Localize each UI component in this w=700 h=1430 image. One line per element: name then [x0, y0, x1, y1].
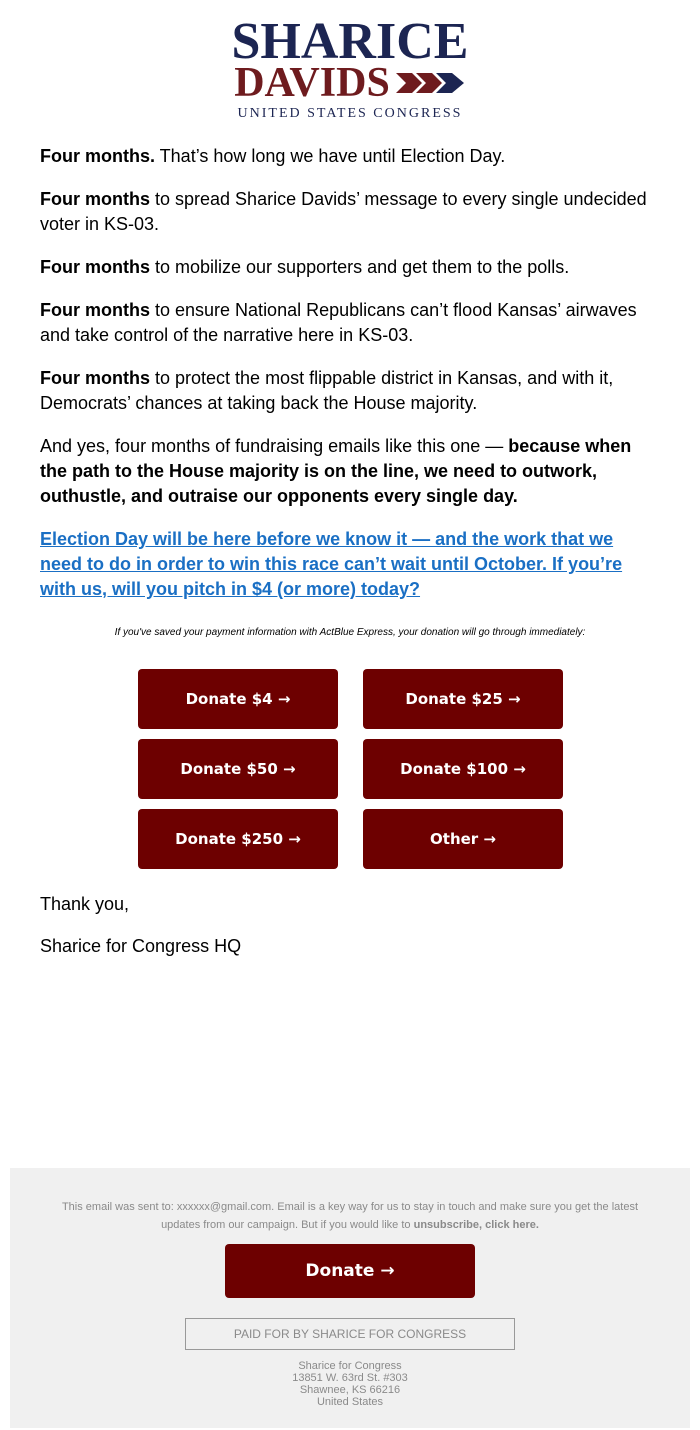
paragraph-4	[40, 298, 660, 348]
email-body	[40, 144, 660, 620]
footer-donate-button[interactable]: Donate →	[225, 1244, 475, 1298]
address-line: Sharice for Congress	[298, 1360, 402, 1372]
paragraph-3-bold: Four months	[40, 257, 150, 277]
donate-cta-link[interactable]: Election Day will be here before we know it — and the work that we need to do in order to win this race can’t wait until October. If you’re with us, will you pitch in $4 (or more) today?	[40, 529, 623, 599]
paragraph-5-text: to protect the most flippable district in Kansas, and with it, Democrats’ chances at taking back the House majority.	[40, 368, 614, 413]
paragraph-5-bold: Four months	[40, 368, 150, 388]
unsubscribe-link[interactable]: unsubscribe, click here.	[413, 1219, 539, 1231]
donate-250-button[interactable]: Donate $250 →	[138, 809, 338, 869]
paragraph-4-bold: Four months	[40, 300, 150, 320]
paragraph-3-text: to mobilize our supporters and get them to the polls.	[150, 257, 570, 277]
paragraph-1	[40, 144, 660, 169]
address-line: United States	[316, 1396, 384, 1408]
paragraph-3	[40, 255, 660, 280]
mailing-address	[10, 1360, 690, 1408]
paragraph-4-text: to ensure National Republicans can’t flood Kansas’ airwaves and take control of the narrative here in KS-03.	[40, 300, 637, 345]
paragraph-6-text: And yes, four months of fundraising emails like this one —	[40, 436, 509, 456]
paragraph-1-text: That’s how long we have until Election Day.	[155, 146, 506, 166]
actblue-note: If you've saved your payment information with ActBlue Express, your donation will go through immediately:	[114, 627, 586, 638]
logo-name-first: SHARICE	[231, 13, 469, 70]
logo-name-last: DAVIDS	[234, 60, 390, 106]
footer-disclaimer-text: This email was sent to: xxxxxx@gmail.com. Email is a key way for us to stay in touch and make sure you get the latest updates from our campaign. But if you would like to	[61, 1201, 639, 1231]
logo-subtitle: UNITED STATES CONGRESS	[237, 106, 463, 121]
paid-for-box: PAID FOR BY SHARICE FOR CONGRESS	[185, 1318, 515, 1350]
footer-disclaimer	[50, 1198, 650, 1234]
donate-4-button[interactable]: Donate $4 →	[138, 669, 338, 729]
campaign-logo	[0, 13, 700, 122]
paragraph-6-bold: because when the path to the House majority is on the line, we need to outwork, outhustle, and outraise our opponents every single day.	[40, 436, 632, 506]
logo-name-last-row	[0, 60, 700, 106]
signoff-name: Sharice for Congress HQ	[40, 936, 242, 956]
donate-50-button[interactable]: Donate $50 →	[138, 739, 338, 799]
paragraph-5	[40, 366, 660, 416]
donate-25-button[interactable]: Donate $25 →	[363, 669, 563, 729]
donate-other-button[interactable]: Other →	[363, 809, 563, 869]
paragraph-2-bold: Four months	[40, 189, 150, 209]
paragraph-2-text: to spread Sharice Davids’ message to every single undecided voter in KS-03.	[40, 189, 647, 234]
email-footer	[10, 1168, 690, 1428]
cta-paragraph	[40, 527, 660, 602]
address-line: 13851 W. 63rd St. #303	[292, 1372, 408, 1384]
paragraph-2	[40, 187, 660, 237]
paragraph-6	[40, 434, 660, 509]
paragraph-1-bold: Four months.	[40, 146, 155, 166]
signoff-thanks: Thank you,	[40, 894, 130, 914]
donate-100-button[interactable]: Donate $100 →	[363, 739, 563, 799]
chevron-arrows-icon	[396, 71, 466, 95]
address-line: Shawnee, KS 66216	[299, 1384, 401, 1396]
